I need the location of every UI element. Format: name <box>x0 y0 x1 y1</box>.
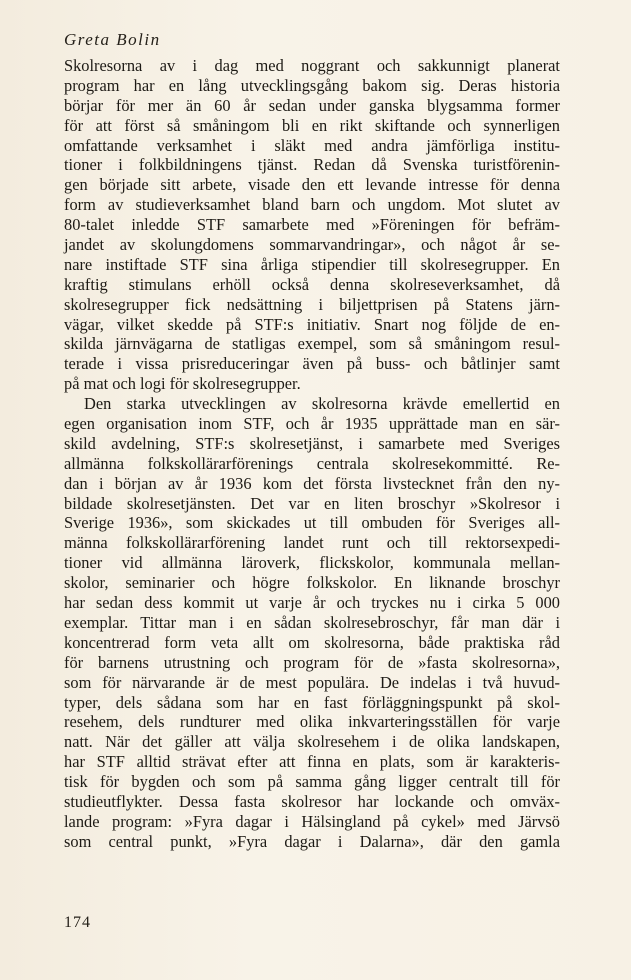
running-head: Greta Bolin <box>64 30 161 49</box>
paragraph-start-line: Den starka utvecklingen av skolresorna krävde emellertid en <box>84 394 560 414</box>
text-line: 80-talet inledde STF samarbete med »Föreningen för befräm- <box>64 215 560 235</box>
text-line: skilda järnvägarna de statligas exempel, som så småningom resul- <box>64 334 560 354</box>
text-line: lande program: »Fyra dagar i Hälsingland på cykel» med Järvsö <box>64 811 560 831</box>
text-line: har sedan dess kommit ut varje år och tryckes nu i cirka 5 000 <box>64 593 560 613</box>
text-line: nare instiftade STF sina årliga stipendier till skolresegrupper. En <box>64 254 560 274</box>
text-line: har STF alltid strävat efter att finna en plats, som är karakteris- <box>64 752 560 772</box>
text-line: egen organisation inom STF, och år 1935 upprättade man en sär- <box>64 414 560 434</box>
text-line: Skolresorna av i dag med noggrant och sakkunnigt planerat <box>64 56 560 75</box>
text-line: typer, dels sådana som har en fast förläggningspunkt på skol- <box>64 692 560 712</box>
text-line: natt. När det gäller att välja skolresehem i de olika landskapen, <box>64 732 560 752</box>
text-line: som för närvarande är de mest populära. De indelas i två huvud- <box>64 672 560 692</box>
text-line: för barnens utrustning och program för de »fasta skolresorna», <box>64 652 560 672</box>
text-line: börjar för mer än 60 år sedan under ganska blygsamma former <box>64 95 560 115</box>
text-line: skolor, seminarier och högre folkskolor. En liknande broschyr <box>64 573 560 593</box>
text-line: exemplar. Tittar man i en sådan skolresebroschyr, får man där i <box>64 612 560 632</box>
text-line: som central punkt, »Fyra dagar i Dalarna», där den gamla <box>64 831 560 851</box>
text-line: tisk för bygden och som på samma gång ligger centralt till för <box>64 772 560 792</box>
text-line: kraftig stimulans erhöll också denna skolreseverksamhet, då <box>64 274 560 294</box>
text-line: form av studieverksamhet bland barn och ungdom. Mot slutet av <box>64 195 560 215</box>
text-line: Sverige 1936», som skickades ut till ombuden för Sveriges all- <box>64 513 560 533</box>
text-line: tioner i folkbildningens tjänst. Redan då Svenska turistförenin- <box>64 155 560 175</box>
text-line: vägar, vilket skedde på STF:s initiativ. Snart nog följde de en- <box>64 314 560 334</box>
text-line: skild avdelning, STF:s skolresetjänst, i samarbete med Sveriges <box>64 433 560 453</box>
text-line: terade i vissa prisreduceringar även på buss- och båtlinjer samt <box>64 354 560 374</box>
text-line: studieutflykter. Dessa fasta skolresor har lockande och omväx- <box>64 791 560 811</box>
text-line: gen började sitt arbete, visade den ett levande intresse för denna <box>64 175 560 195</box>
paragraph-end-line: på mat och logi för skolresegrupper. <box>64 374 301 394</box>
text-line: program har en lång utvecklingsgång bakom sig. Deras historia <box>64 75 560 95</box>
text-line: bildade skolresetjänsten. Det var en liten broschyr »Skolresor i <box>64 493 560 513</box>
text-line: jandet av skolungdomens sommarvandringar», och något år se- <box>64 235 560 255</box>
body-text <box>64 56 560 852</box>
text-line: allmänna folkskollärarförenings centrala skolresekommitté. Re- <box>64 453 560 473</box>
text-line: männa folkskollärarförening landet runt och till rektorsexpedi- <box>64 533 560 553</box>
page-number: 174 <box>64 914 91 931</box>
text-line: för att först så småningom bli en rikt skiftande och synnerligen <box>64 115 560 135</box>
text-line: resehem, dels rundturer med olika inkvarteringsställen för varje <box>64 712 560 732</box>
text-line: dan i början av år 1936 kom det första livstecknet från den ny- <box>64 473 560 493</box>
text-line: tioner vid allmänna läroverk, flickskolor, kommunala mellan- <box>64 553 560 573</box>
text-line: koncentrerad form veta allt om skolresorna, både praktiska råd <box>64 632 560 652</box>
text-line: omfattande verksamhet i släkt med andra jämförliga institu- <box>64 135 560 155</box>
text-line: skolresegrupper fick nedsättning i biljettprisen på Statens järn- <box>64 294 560 314</box>
